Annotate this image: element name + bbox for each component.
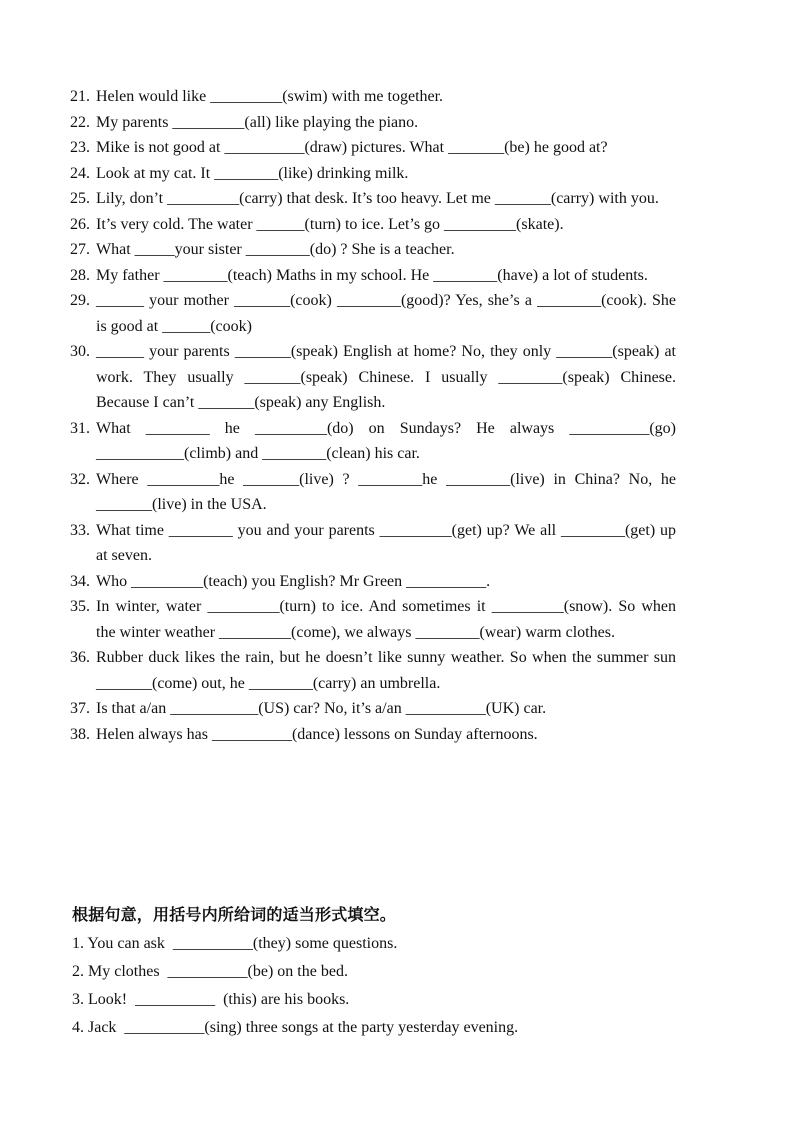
item-number: 28. [70,266,94,284]
item-text: What _____your sister ________(do) ? She is a teacher. [96,241,455,258]
exercise-item [70,416,676,467]
item-number: 38. [70,725,90,743]
item-number: 34. [70,572,90,590]
exercise-item [70,594,676,645]
item-text: Lily, don’t _________(carry) that desk. It’s too heavy. Let me _______(carry) with you. [96,190,659,207]
item-number: 25. [70,190,94,207]
item-text: Helen always has __________(dance) lessons on Sunday afternoons. [96,725,538,743]
item-number: 29. [70,292,90,309]
exercise-item: 2. My clothes __________(be) on the bed. [72,963,348,980]
item-text: Is that a/an ___________(US) car? No, it’s a/an __________(UK) car. [96,700,547,717]
exercise-item [70,186,676,212]
section-title: 根据句意，用括号内所给词的适当形式填空。 [72,905,397,924]
item-number: 35. [70,598,90,615]
exercise-item [70,161,676,187]
exercise-item [70,569,676,595]
item-number: 22. [70,113,94,131]
exercise-item [70,212,676,238]
exercise-item [70,237,676,263]
item-number: 33. [70,521,90,539]
exercise-item [70,110,676,136]
item-number: 26. [70,215,94,233]
exercise-item [70,518,676,569]
exercise-item [70,696,676,722]
item-text: ______ your parents _______(speak) English at home? No, they only _______(speak) at work. They usually _______(speak) Chinese. I usually ________(speak) Chinese. Because I can’t _______(speak) any English. [96,343,676,411]
item-text: It’s very cold. The water ______(turn) to ice. Let’s go _________(skate). [96,215,564,233]
exercise-item: 4. Jack __________(sing) three songs at the party yesterday evening. [72,1019,519,1036]
exercise-item [70,84,676,110]
item-text: What ________ he _________(do) on Sundays? He always __________(go) ___________(climb) and ________(clean) his car. [96,419,676,462]
item-number: 32. [70,470,90,488]
item-text: Who _________(teach) you English? Mr Green __________. [96,572,491,590]
item-number: 37. [70,700,90,717]
item-number: 36. [70,649,90,666]
item-number: 27. [70,241,94,258]
exercise-item: 1. You can ask __________(they) some questions. [72,935,398,952]
exercise-list-part2 [72,930,692,1042]
item-text: What time ________ you and your parents _________(get) up? We all ________(get) up at seven. [96,521,676,564]
item-number: 30. [70,343,90,360]
item-text: Where _________he _______(live) ? ________he ________(live) in China? No, he _______(live) in the USA. [96,470,676,513]
item-text: Mike is not good at __________(draw) pictures. What _______(be) he good at? [96,139,608,156]
exercise-item: 3. Look! __________ (this) are his books. [72,991,350,1008]
exercise-item [70,467,676,518]
item-text: My parents _________(all) like playing the piano. [96,113,419,131]
item-text: My father ________(teach) Maths in my school. He ________(have) a lot of students. [96,266,648,284]
item-text: Rubber duck likes the rain, but he doesn’t like sunny weather. So when the summer sun _______(come) out, he ________(carry) an umbrella. [96,649,676,692]
exercise-item [70,722,676,748]
exercise-item [70,645,676,696]
item-text: Look at my cat. It ________(like) drinking milk. [96,164,409,182]
item-text: ______ your mother _______(cook) ________(good)? Yes, she’s a ________(cook). She is good at ______(cook) [96,292,676,335]
exercise-item [70,263,676,289]
exercise-list-part1 [70,84,676,747]
exercise-item [70,135,676,161]
item-number: 21. [70,88,94,105]
item-number: 31. [70,419,90,437]
item-number: 24. [70,164,94,182]
item-number: 23. [70,139,94,156]
exercise-item [70,288,676,339]
item-text: In winter, water _________(turn) to ice. And sometimes it _________(snow). So when the winter weather _________(come), we always ________(wear) warm clothes. [96,598,676,641]
item-text: Helen would like _________(swim) with me together. [96,88,444,105]
exercise-item [70,339,676,416]
